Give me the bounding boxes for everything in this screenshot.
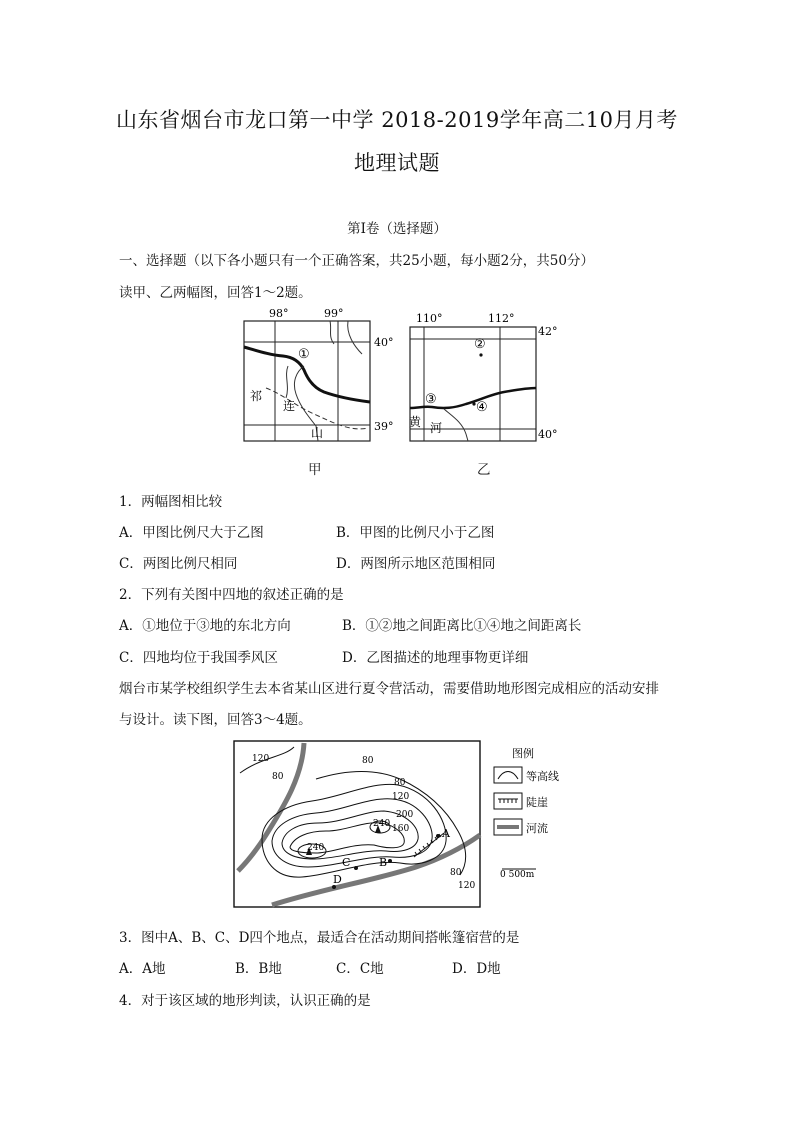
map-yi-caption: 乙 — [477, 462, 491, 478]
q1-option-d: D．两图所示地区范围相同 — [336, 556, 496, 572]
map-yi — [404, 308, 564, 458]
map-jia-label-lian: 连 — [283, 399, 296, 413]
map-yi-lon-right: 112° — [488, 312, 515, 325]
topographic-map — [232, 739, 562, 909]
contour-label: 160 — [392, 824, 410, 834]
legend-title: 图例 — [512, 747, 534, 760]
title-line-1: 山东省烟台市龙口第一中学 2018-2019学年高二10月月考 — [116, 108, 678, 132]
contour-label: 200 — [396, 810, 414, 820]
map-yi-point-3: ③ — [425, 392, 437, 407]
passage-line-1: 烟台市某学校组织学生去本省某山区进行夏令营活动，需要借助地形图完成相应的活动安排 — [119, 681, 659, 697]
map-yi-point-4: ④ — [476, 400, 488, 415]
map-jia-label-shan: 山 — [311, 426, 324, 440]
q3-option-d: D．D地 — [452, 961, 501, 977]
map-yi-lon-left: 110° — [416, 312, 443, 325]
contour-label: 120 — [458, 881, 476, 891]
q1-option-a: A．甲图比例尺大于乙图 — [119, 525, 264, 541]
q3-option-c: C．C地 — [336, 961, 384, 977]
contour-label: 240 — [373, 819, 391, 829]
point-label-b: B — [379, 856, 388, 869]
intro-q1-2: 读甲、乙两幅图，回答1～2题。 — [119, 285, 312, 301]
map-jia-lat-bottom: 39° — [374, 420, 394, 433]
map-yi-lat-bottom: 40° — [538, 428, 558, 441]
scale-bar: 0 500m — [500, 870, 535, 880]
point-label-c: C — [342, 856, 351, 869]
q3-option-a: A．A地 — [119, 961, 166, 977]
q1-option-c: C．两图比例尺相同 — [119, 556, 238, 572]
legend-river: 河流 — [526, 822, 548, 835]
passage-line-2: 与设计。读下图，回答3～4题。 — [119, 712, 312, 728]
q3-option-b: B．B地 — [235, 961, 282, 977]
map-yi-point-2: ② — [474, 337, 486, 352]
q2-option-d: D．乙图描述的地理事物更详细 — [342, 650, 529, 666]
contour-label: 80 — [362, 756, 374, 766]
q2-option-a: A．①地位于③地的东北方向 — [119, 618, 291, 634]
contour-label: 80 — [450, 868, 462, 878]
question-3: 3．图中A、B、C、D四个地点，最适合在活动期间搭帐篷宿营的是 — [119, 930, 520, 946]
point-label-d: D — [333, 873, 342, 886]
map-yi-label-huang: 黄 — [409, 415, 422, 429]
q1-option-b: B．甲图的比例尺小于乙图 — [336, 525, 495, 541]
question-4: 4．对于该区域的地形判读，认识正确的是 — [119, 993, 371, 1009]
part-title: 第Ⅰ卷（选择题） — [347, 221, 447, 237]
map-jia-caption: 甲 — [308, 462, 322, 478]
map-jia-lat-top: 40° — [374, 336, 394, 349]
map-yi-lat-top: 42° — [538, 325, 558, 338]
legend-contour: 等高线 — [526, 770, 559, 783]
contour-label: 120 — [252, 754, 270, 764]
instruction: 一、选择题（以下各小题只有一个正确答案，共25小题，每小题2分，共50分） — [119, 253, 594, 269]
contour-label: 120 — [392, 792, 410, 802]
contour-label: 80 — [394, 778, 406, 788]
question-1: 1．两幅图相比较 — [119, 494, 223, 510]
q2-option-c: C．四地均位于我国季风区 — [119, 650, 278, 666]
contour-label: 80 — [272, 772, 284, 782]
contour-label: 240 — [307, 843, 325, 853]
map-jia — [238, 304, 398, 476]
map-jia-lon-right: 99° — [324, 307, 344, 320]
title-line-2: 地理试题 — [354, 151, 440, 175]
map-jia-point-1: ① — [298, 347, 310, 362]
point-label-a: A — [442, 827, 450, 840]
q2-option-b: B．①②地之间距离比①④地之间距离长 — [342, 618, 582, 634]
map-jia-label-qi: 祁 — [250, 389, 263, 403]
legend-cliff: 陡崖 — [526, 796, 548, 809]
map-jia-lon-left: 98° — [269, 307, 289, 320]
question-2: 2．下列有关图中四地的叙述正确的是 — [119, 587, 344, 603]
map-yi-label-he: 河 — [430, 421, 443, 435]
